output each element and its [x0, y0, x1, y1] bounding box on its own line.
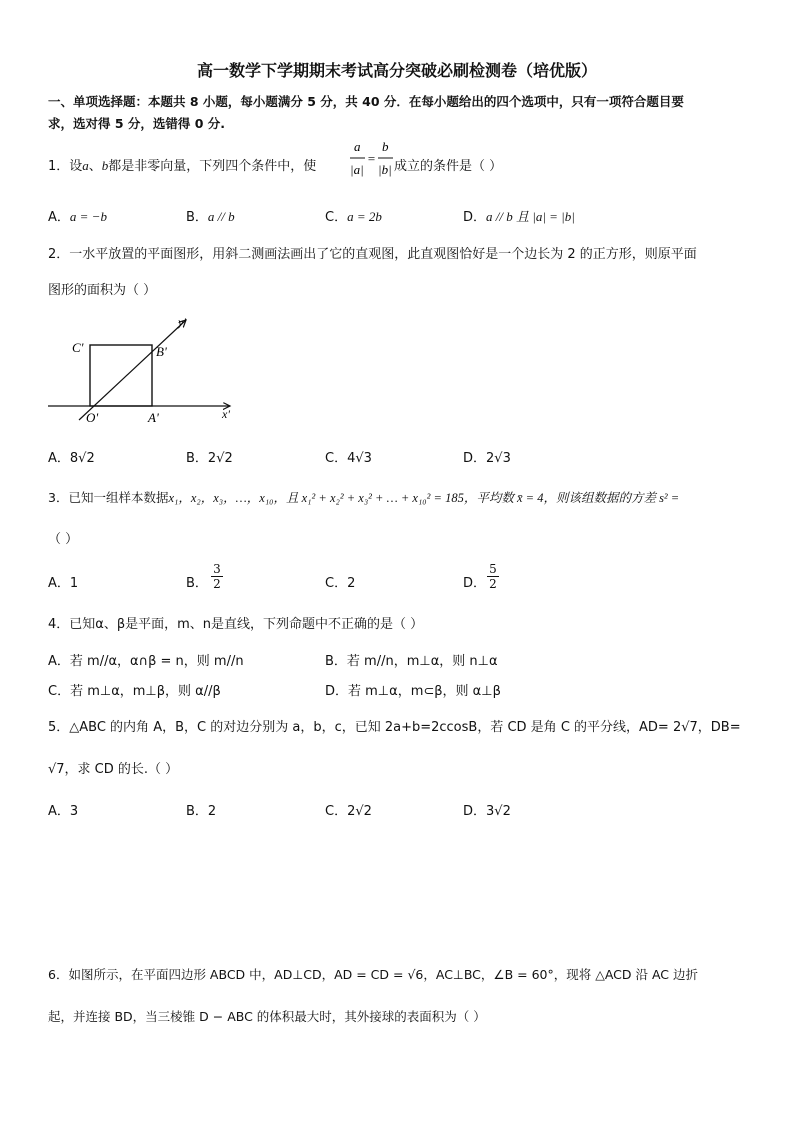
q2-stem-line2: 图形的面积为（ ）: [48, 283, 157, 298]
q5-stem-line1: 5．△ABC 的内角 A，B，C 的对边分别为 a，b，c，已知 2a+b=2ccosB，若 CD 是角 C 的平分线，AD= 2√7，DB=: [48, 720, 741, 735]
q3-option-c: C．2: [325, 576, 356, 591]
q4-option-c: C．若 m⊥α，m⊥β，则 α//β: [48, 684, 221, 699]
q3-option-a: A．1: [48, 576, 79, 591]
q4-stem: 4．已知α、β是平面，m、n是直线，下列命题中不正确的是（ ）: [48, 617, 424, 632]
q6-stem-line2: 起，并连接 BD，当三棱锥 D − ABC 的体积最大时，其外接球的表面积为（ ）: [48, 1009, 486, 1024]
q2-option-c: C．4√3: [325, 451, 372, 466]
q2-stem-line1: 2．一水平放置的平面图形，用斜二测画法画出了它的直观图，此直观图恰好是一个边长为 2 的正方形，则原平面: [48, 247, 697, 262]
q5-option-b: B．2: [186, 804, 217, 819]
q2-option-b: B．2√2: [186, 451, 233, 466]
q1-sep: 、: [88, 159, 102, 174]
q5-stem-line2: √7，求 CD 的长.（ ）: [48, 762, 179, 777]
unit-vector-equation: [345, 136, 395, 186]
q1-option-c: C．a = 2b: [325, 209, 382, 225]
label-b: B': [156, 344, 167, 359]
svg-text:|b|: |b|: [378, 162, 392, 177]
oblique-projection-figure: [44, 312, 244, 430]
section-instruction-line1: 一、单项选择题：本题共 8 小题，每小题满分 5 分，共 40 分．在每小题给出的四个选项中，只有一项符合题目要: [48, 94, 684, 109]
label-o: O': [86, 410, 99, 425]
q3-option-b: B．: [186, 576, 208, 591]
square-abco: [90, 345, 152, 406]
q1-option-b: B．a // b: [186, 209, 235, 225]
q2-option-d: D．2√3: [463, 451, 511, 466]
q3-option-d-fraction: 5 2: [487, 562, 499, 591]
label-y: y': [178, 315, 186, 329]
q5-option-d: D．3√2: [463, 804, 511, 819]
y-axis: [79, 320, 186, 420]
q3-stem-line2: （ ）: [48, 532, 79, 547]
q1-option-a: A．a = −b: [48, 209, 107, 225]
q6-stem-line1: 6．如图所示，在平面四边形 ABCD 中，AD⊥CD，AD = CD = √6，AC⊥BC，∠B = 60°，现将 △ACD 沿 AC 边折: [48, 967, 699, 982]
q4-option-b: B．若 m//n，m⊥α，则 n⊥α: [325, 654, 498, 669]
page-title: 高一数学下学期期末考试高分突破必刷检测卷（培优版）: [196, 61, 597, 80]
vector-a: a: [82, 158, 89, 173]
q4-option-d: D．若 m⊥α，m⊂β，则 α⊥β: [325, 684, 501, 699]
label-a: A': [148, 410, 159, 425]
q4-option-a: A．若 m//α，α∩β = n，则 m//n: [48, 654, 244, 669]
q3-option-b-fraction: 3 2: [211, 562, 223, 591]
q3-stem-start: 3．已知一组样本数据: [48, 490, 169, 505]
q3-stem-data: x₁，x₂，x₃，…，x₁₀，且 x₁² + x₂² + x₃² + … + x₁₀² = 185，平均数 x̄ = 4，则该组数据的方差 s² =: [168, 491, 680, 505]
q5-option-c: C．2√2: [325, 804, 372, 819]
svg-text:|a|: |a|: [350, 162, 364, 177]
q1-stem-start: 1．设: [48, 159, 83, 174]
vector-b: b: [101, 158, 109, 173]
q1-stem-end: 成立的条件是（ ）: [394, 159, 503, 174]
svg-text:a: a: [354, 139, 361, 154]
label-c: C': [72, 340, 84, 355]
svg-text:=: =: [367, 151, 376, 166]
q5-option-a: A．3: [48, 804, 79, 819]
q2-option-a: A．8√2: [48, 451, 95, 466]
q1-option-d: D．a // b 且 |a| = |b|: [463, 209, 575, 225]
section-instruction-line2: 求，选对得 5 分，选错得 0 分.: [48, 116, 226, 131]
q3-option-d: D．: [463, 576, 487, 591]
svg-text:b: b: [382, 139, 389, 154]
q1-stem-mid: 都是非零向量，下列四个条件中，使: [108, 159, 317, 174]
label-x: x': [222, 407, 230, 421]
